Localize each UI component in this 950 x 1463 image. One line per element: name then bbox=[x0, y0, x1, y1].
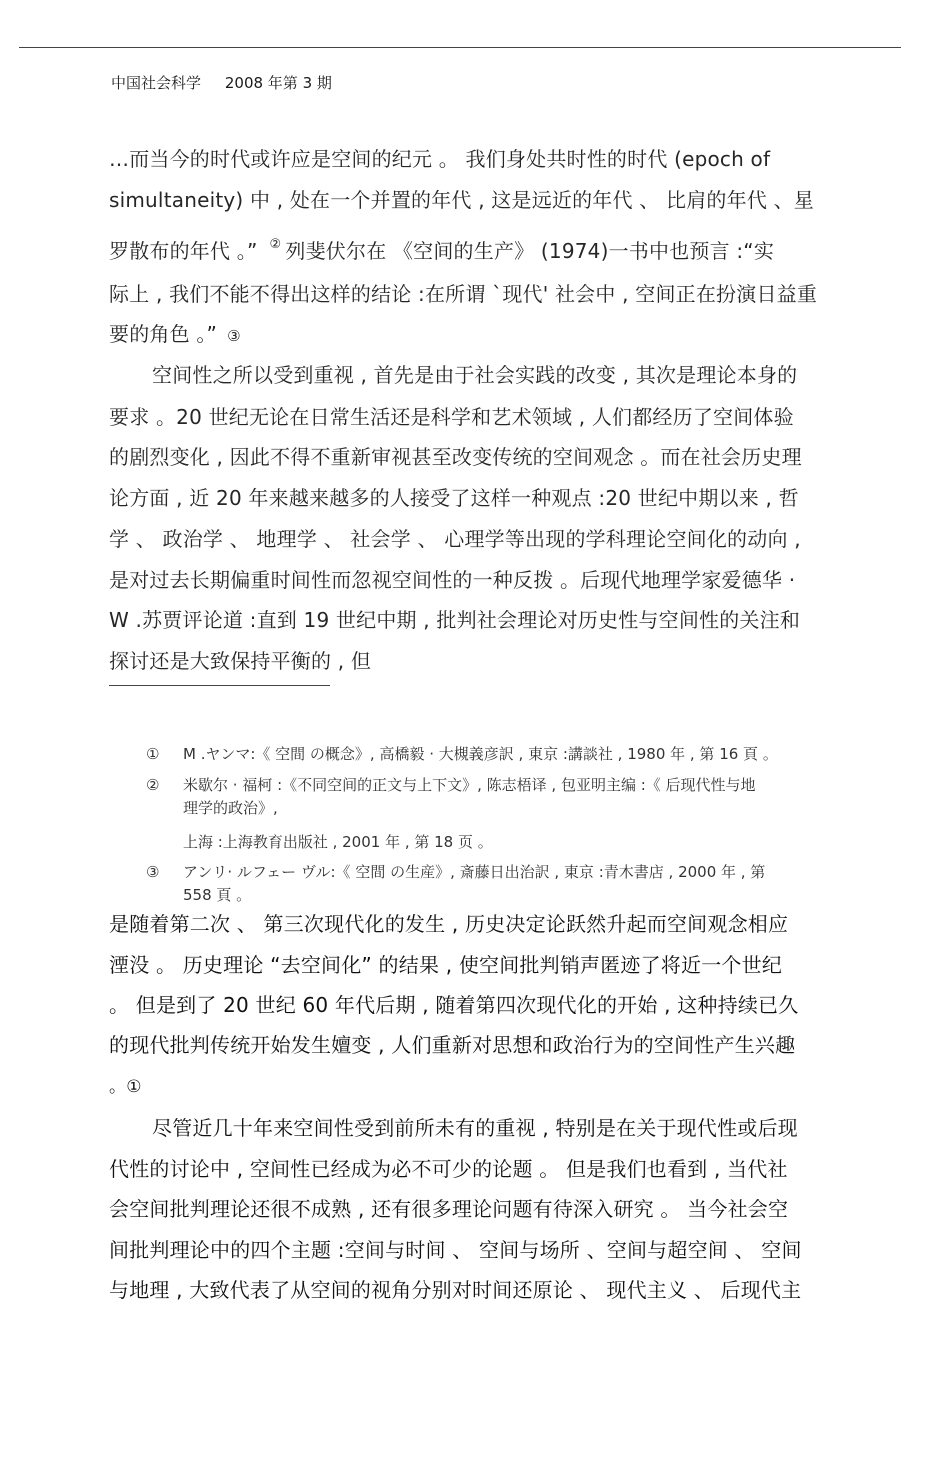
body-text: 要的角色 。” bbox=[109, 322, 218, 346]
body-line: 的现代批判传统开始发生嬗变 , 人们重新对思想和政治行为的空间性产生兴趣 bbox=[109, 1033, 796, 1057]
body-line: 间批判理论中的四个主题 :空间与时间 、 空间与场所 、空间与超空间 、 空间 bbox=[109, 1238, 802, 1262]
body-line: 。 但是到了 20 世纪 60 年代后期 , 随着第四次现代化的开始 , 这种持续已久 bbox=[109, 993, 799, 1017]
body-line: 要求 。20 世纪无论在日常生活还是科学和艺术领域 , 人们都经历了空间体验 bbox=[109, 405, 794, 429]
body-line: W .苏贾评论道 :直到 19 世纪中期 , 批判社会理论对历史性与空间性的关注和 bbox=[109, 608, 801, 632]
body-line: 论方面 , 近 20 年来越来越多的人接受了这样一种观点 :20 世纪中期以来 , 哲 bbox=[109, 486, 799, 510]
footnote-3-continued: 558 頁 。 bbox=[183, 886, 252, 904]
body-line: 湮没 。 历史理论 “去空间化” 的结果 , 使空间批判销声匿迹了将近一个世纪 bbox=[109, 953, 783, 977]
body-line: 学 、 政治学 、 地理学 、 社会学 、 心理学等出现的学科理论空间化的动向 , bbox=[109, 527, 801, 551]
footnote-ref-2[interactable]: ② bbox=[269, 237, 282, 252]
issue-number: 2008 年第 3 期 bbox=[224, 74, 332, 92]
body-text: 罗散布的年代 。” bbox=[109, 239, 258, 263]
body-text: 列斐伏尔在 《空间的生产》 (1974)一书中也预言 :“实 bbox=[285, 239, 775, 263]
footnote-number: ③ bbox=[146, 863, 160, 881]
footnote-2-publisher: 上海 :上海教育出版社 , 2001 年 , 第 18 页 。 bbox=[183, 833, 493, 851]
header-rule bbox=[19, 47, 901, 48]
body-line: 是随着第二次 、 第三次现代化的发生 , 历史决定论跃然升起而空间观念相应 bbox=[109, 912, 789, 936]
running-header bbox=[111, 72, 332, 93]
body-line: simultaneity) 中 , 处在一个并置的年代 , 这是远近的年代 、 比肩的年代 、星 bbox=[109, 188, 814, 212]
body-line: 际上 , 我们不能不得出这样的结论 :在所谓 `现代' 社会中 , 空间正在扮演日益重 bbox=[109, 282, 818, 306]
body-line: …而当今的时代或许应是空间的纪元 。 我们身处共时性的时代 (epoch of bbox=[109, 147, 771, 171]
body-line: 的剧烈变化 , 因此不得不重新审视甚至改变传统的空间观念 。而在社会历史理 bbox=[109, 445, 802, 469]
footnote-3 bbox=[146, 861, 765, 883]
body-line: 与地理 , 大致代表了从空间的视角分别对时间还原论 、 现代主义 、 后现代主 bbox=[109, 1278, 802, 1302]
body-line: 代性的讨论中 , 空间性已经成为必不可少的论题 。 但是我们也看到 , 当代社 bbox=[109, 1157, 788, 1181]
body-line: 探讨还是大致保持平衡的 , 但 bbox=[109, 649, 372, 673]
paragraph-start: 空间性之所以受到重视 , 首先是由于社会实践的改变 , 其次是理论本身的 bbox=[152, 363, 798, 387]
footnote-number: ② bbox=[146, 776, 160, 794]
footnote-2-continued: 理学的政治》, bbox=[183, 799, 278, 817]
journal-name: 中国社会科学 bbox=[111, 74, 202, 92]
footnote-text: M .ヤンマ:《 空間 の概念》, 高橋毅 · 大槻義彦訳 , 東京 :講談社 , 1980 年 , 第 16 頁 。 bbox=[183, 745, 778, 763]
body-line: 是对过去长期偏重时间性而忽视空间性的一种反拨 。后现代地理学家爱德华 · bbox=[109, 568, 796, 592]
footnote-ref-3[interactable]: ③ bbox=[227, 327, 241, 345]
footnote-text: 米歇尔 · 福柯 :《不同空间的正文与上下文》, 陈志梧译 , 包亚明主编 :《 后现代性与地 bbox=[183, 776, 756, 794]
footnote-1 bbox=[146, 743, 778, 765]
paragraph-start: 尽管近几十年来空间性受到前所未有的重视 , 特别是在关于现代性或后现 bbox=[152, 1116, 798, 1140]
footnote-text: アンリ· ルフェー ヴル:《 空間 の生産》, 斎藤日出治訳 , 東京 :青木書店 , 2000 年 , 第 bbox=[183, 863, 766, 881]
body-line: 会空间批判理论还很不成熟 , 还有很多理论问题有待深入研究 。 当今社会空 bbox=[109, 1197, 789, 1221]
body-line bbox=[109, 321, 834, 349]
footnote-2 bbox=[146, 774, 756, 796]
footnote-rule bbox=[109, 685, 330, 686]
body-line-footnote-ref[interactable]: 。① bbox=[109, 1077, 142, 1097]
body-line bbox=[109, 238, 834, 268]
footnote-number: ① bbox=[146, 745, 160, 763]
